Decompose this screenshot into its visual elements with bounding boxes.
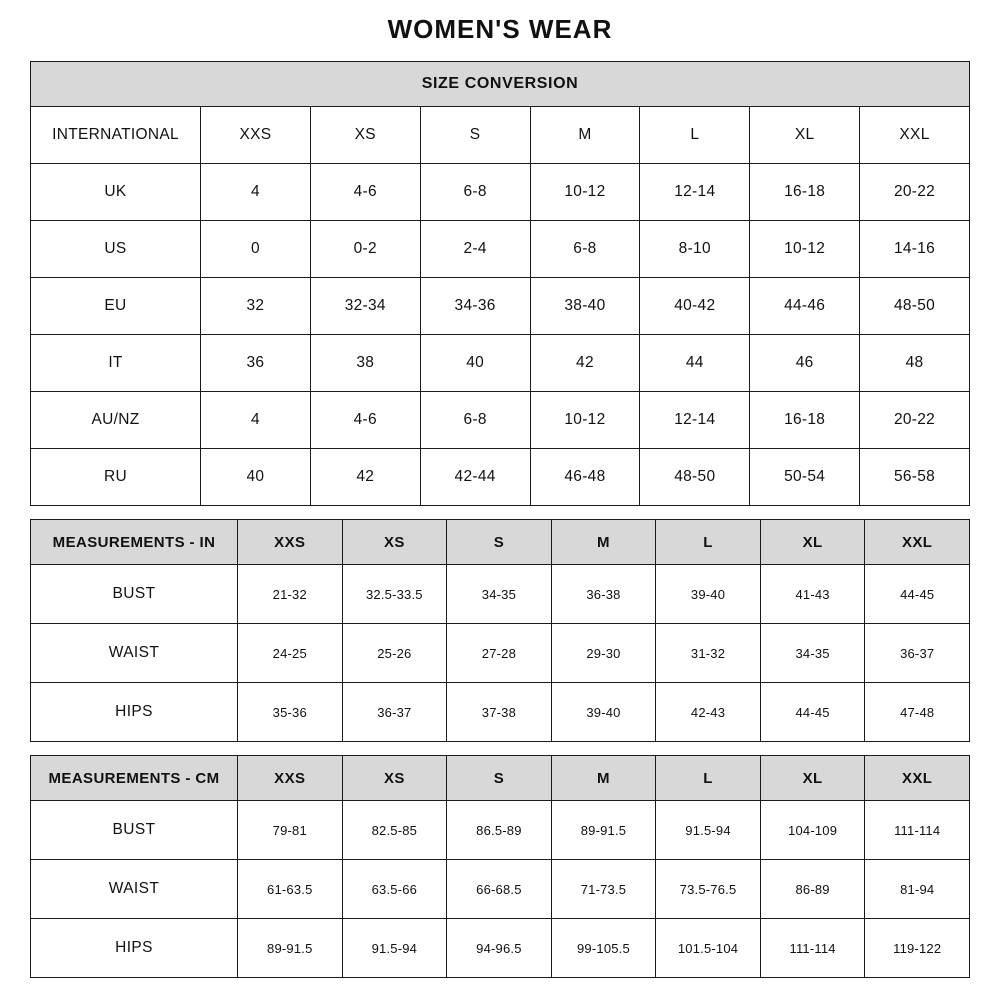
value-cell: 56-58 [860,449,970,506]
value-cell: 8-10 [640,221,750,278]
row-label: WAIST [31,624,238,683]
value-cell: XS [310,107,420,164]
value-cell: 40 [201,449,311,506]
value-cell: 38-40 [530,278,640,335]
value-cell: 32.5-33.5 [342,565,447,624]
value-cell: XL [750,107,860,164]
row-label: HIPS [31,919,238,978]
size-header-cell: S [447,756,552,801]
row-label: AU/NZ [31,392,201,449]
table-row [31,278,970,335]
value-cell: 16-18 [750,164,860,221]
value-cell: 44 [640,335,750,392]
table-row [31,335,970,392]
value-cell: 10-12 [530,164,640,221]
row-label: WAIST [31,860,238,919]
value-cell: XXL [860,107,970,164]
value-cell: 34-35 [760,624,865,683]
size-header-cell: XS [342,756,447,801]
value-cell: 37-38 [447,683,552,742]
value-cell: M [530,107,640,164]
size-header-cell: XXS [238,756,343,801]
measurements-cm-body [31,756,970,978]
value-cell: 99-105.5 [551,919,656,978]
value-cell: 40-42 [640,278,750,335]
row-label: INTERNATIONAL [31,107,201,164]
value-cell: S [420,107,530,164]
table-row [31,919,970,978]
value-cell: 47-48 [865,683,970,742]
table-title-row [31,62,970,107]
value-cell: 111-114 [865,801,970,860]
value-cell: 10-12 [530,392,640,449]
value-cell: 12-14 [640,164,750,221]
value-cell: 24-25 [238,624,343,683]
table-row [31,801,970,860]
table-header-row [31,520,970,565]
value-cell: 66-68.5 [447,860,552,919]
size-header-cell: XXS [238,520,343,565]
value-cell: 16-18 [750,392,860,449]
value-cell: 21-32 [238,565,343,624]
value-cell: 41-43 [760,565,865,624]
measurements-in-header-label: MEASUREMENTS - IN [31,520,238,565]
value-cell: 10-12 [750,221,860,278]
row-label: EU [31,278,201,335]
value-cell: 119-122 [865,919,970,978]
value-cell: 101.5-104 [656,919,761,978]
value-cell: 44-45 [865,565,970,624]
measurements-cm-header-label: MEASUREMENTS - CM [31,756,238,801]
value-cell: 40 [420,335,530,392]
row-label: US [31,221,201,278]
value-cell: 48-50 [640,449,750,506]
value-cell: 0 [201,221,311,278]
table-row [31,624,970,683]
value-cell: 6-8 [530,221,640,278]
value-cell: 104-109 [760,801,865,860]
value-cell: 48 [860,335,970,392]
table-row [31,221,970,278]
value-cell: 4-6 [310,164,420,221]
value-cell: 35-36 [238,683,343,742]
row-label: BUST [31,801,238,860]
value-cell: 86.5-89 [447,801,552,860]
value-cell: 39-40 [656,565,761,624]
size-header-cell: XXL [865,520,970,565]
value-cell: 46 [750,335,860,392]
value-cell: 2-4 [420,221,530,278]
row-label: UK [31,164,201,221]
table-header-row [31,756,970,801]
value-cell: 39-40 [551,683,656,742]
value-cell: 91.5-94 [656,801,761,860]
value-cell: 0-2 [310,221,420,278]
value-cell: 71-73.5 [551,860,656,919]
value-cell: 4-6 [310,392,420,449]
value-cell: 61-63.5 [238,860,343,919]
value-cell: 34-35 [447,565,552,624]
size-conversion-title: SIZE CONVERSION [31,62,970,107]
row-label: BUST [31,565,238,624]
value-cell: 48-50 [860,278,970,335]
value-cell: 29-30 [551,624,656,683]
value-cell: 73.5-76.5 [656,860,761,919]
value-cell: L [640,107,750,164]
size-header-cell: L [656,520,761,565]
measurements-cm-table [30,755,970,978]
size-header-cell: M [551,756,656,801]
table-row [31,565,970,624]
value-cell: 91.5-94 [342,919,447,978]
value-cell: 34-36 [420,278,530,335]
value-cell: XXS [201,107,311,164]
value-cell: 42-43 [656,683,761,742]
row-label: IT [31,335,201,392]
value-cell: 89-91.5 [238,919,343,978]
size-header-cell: XL [760,756,865,801]
size-header-cell: XXL [865,756,970,801]
value-cell: 32 [201,278,311,335]
value-cell: 4 [201,392,311,449]
measurements-in-table [30,519,970,742]
value-cell: 79-81 [238,801,343,860]
value-cell: 86-89 [760,860,865,919]
size-header-cell: S [447,520,552,565]
value-cell: 50-54 [750,449,860,506]
size-header-cell: L [656,756,761,801]
value-cell: 31-32 [656,624,761,683]
value-cell: 63.5-66 [342,860,447,919]
value-cell: 82.5-85 [342,801,447,860]
value-cell: 36-37 [865,624,970,683]
value-cell: 36 [201,335,311,392]
table-row [31,683,970,742]
table-row [31,107,970,164]
value-cell: 42-44 [420,449,530,506]
value-cell: 42 [310,449,420,506]
value-cell: 6-8 [420,164,530,221]
value-cell: 94-96.5 [447,919,552,978]
size-header-cell: XL [760,520,865,565]
row-label: RU [31,449,201,506]
table-row [31,860,970,919]
value-cell: 81-94 [865,860,970,919]
value-cell: 42 [530,335,640,392]
value-cell: 38 [310,335,420,392]
value-cell: 6-8 [420,392,530,449]
size-conversion-table [30,61,970,506]
value-cell: 4 [201,164,311,221]
value-cell: 89-91.5 [551,801,656,860]
value-cell: 25-26 [342,624,447,683]
value-cell: 36-37 [342,683,447,742]
table-row [31,392,970,449]
size-header-cell: XS [342,520,447,565]
page-title: WOMEN'S WEAR [387,14,613,44]
value-cell: 44-46 [750,278,860,335]
table-row [31,449,970,506]
value-cell: 36-38 [551,565,656,624]
value-cell: 44-45 [760,683,865,742]
measurements-in-body [31,520,970,742]
value-cell: 20-22 [860,164,970,221]
value-cell: 12-14 [640,392,750,449]
size-conversion-body [31,62,970,506]
value-cell: 27-28 [447,624,552,683]
value-cell: 20-22 [860,392,970,449]
value-cell: 111-114 [760,919,865,978]
size-header-cell: M [551,520,656,565]
row-label: HIPS [31,683,238,742]
value-cell: 46-48 [530,449,640,506]
value-cell: 32-34 [310,278,420,335]
value-cell: 14-16 [860,221,970,278]
table-row [31,164,970,221]
